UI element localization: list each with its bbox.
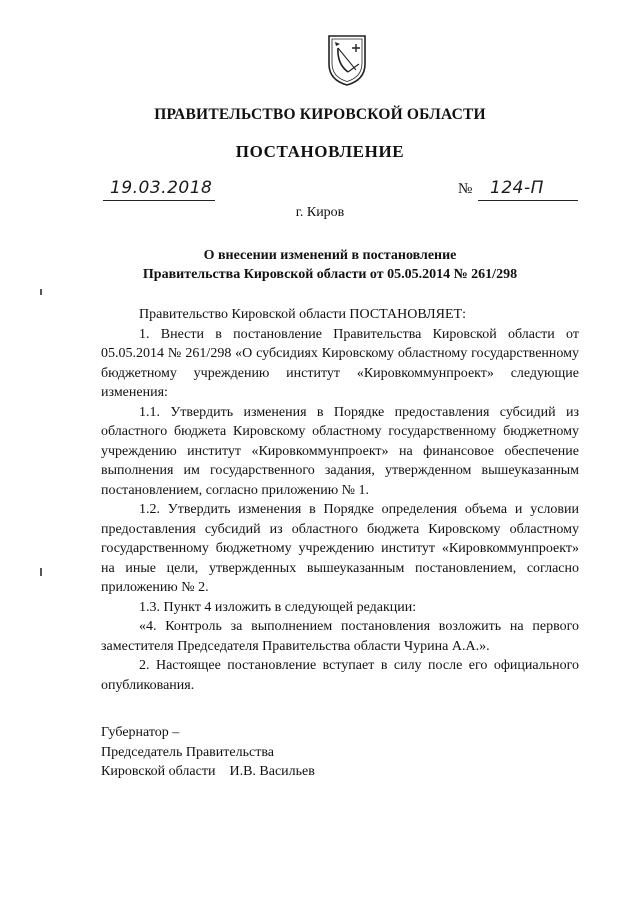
body-paragraph-1-3: 1.3. Пункт 4 изложить в следующей редакции: [139,599,417,615]
signature-line-3: Кировской области И.В. Васильев [101,764,315,779]
body-paragraph-2: 2. Настоящее постановление вступает в силу после его официального опубликования. [101,658,579,693]
city-name: г. Киров [295,205,345,220]
document-body [101,305,579,695]
document-number: 124-П [490,178,544,198]
document-type-title: ПОСТАНОВЛЕНИЕ [235,142,405,161]
body-paragraph-preamble: Правительство Кировской области ПОСТАНОВЛЯЕТ: [139,307,466,322]
organization-title: ПРАВИТЕЛЬСТВО КИРОВСКОЙ ОБЛАСТИ [154,106,486,123]
kirov-oblast-coat-of-arms-icon [326,34,368,86]
scan-margin-mark [40,568,42,576]
subject-line-1: О внесении изменений в постановление [203,248,457,263]
document-date: 19.03.2018 [110,178,213,198]
subject-line-2: Правительства Кировской области от 05.05.2014 № 261/298 [142,267,518,282]
body-paragraph-1: 1. Внести в постановление Правительства Кировской области от 05.05.2014 № 261/298 «О субсидиях Кировскому областному государственному бюджетному учреждению институт «Кировкоммунпроект» следующие изменения: [101,326,579,400]
signature-block [101,723,401,782]
signature-line-2: Председатель Правительства [101,744,274,760]
number-label: № [458,181,473,197]
scan-margin-mark [40,289,42,295]
body-paragraph-1-1: 1.1. Утвердить изменения в Порядке предоставления субсидий из областного бюджета Кировскому областному государственному бюджетному учреждению институт «Кировкоммунпроект» на финансовое обеспечение выполнения им государственного задания, утвержденном вышеуказанным постановлением, согласно приложению № 1. [101,404,579,498]
body-paragraph-1-2: 1.2. Утвердить изменения в Порядке определения объема и условии предоставления субсидий из областного бюджета Кировскому областному государственному бюджетному учреждению институт «Кировкоммунпроект» на иные цели, утвержденных вышеуказанным постановлением, согласно приложению № 2. [101,502,579,595]
document-subject [90,246,570,284]
body-paragraph-quote: «4. Контроль за выполнением постановления возложить на первого заместителя Председателя Правительства области Чурина А.А.». [101,619,579,654]
signature-line-1: Губернатор – [101,725,180,740]
